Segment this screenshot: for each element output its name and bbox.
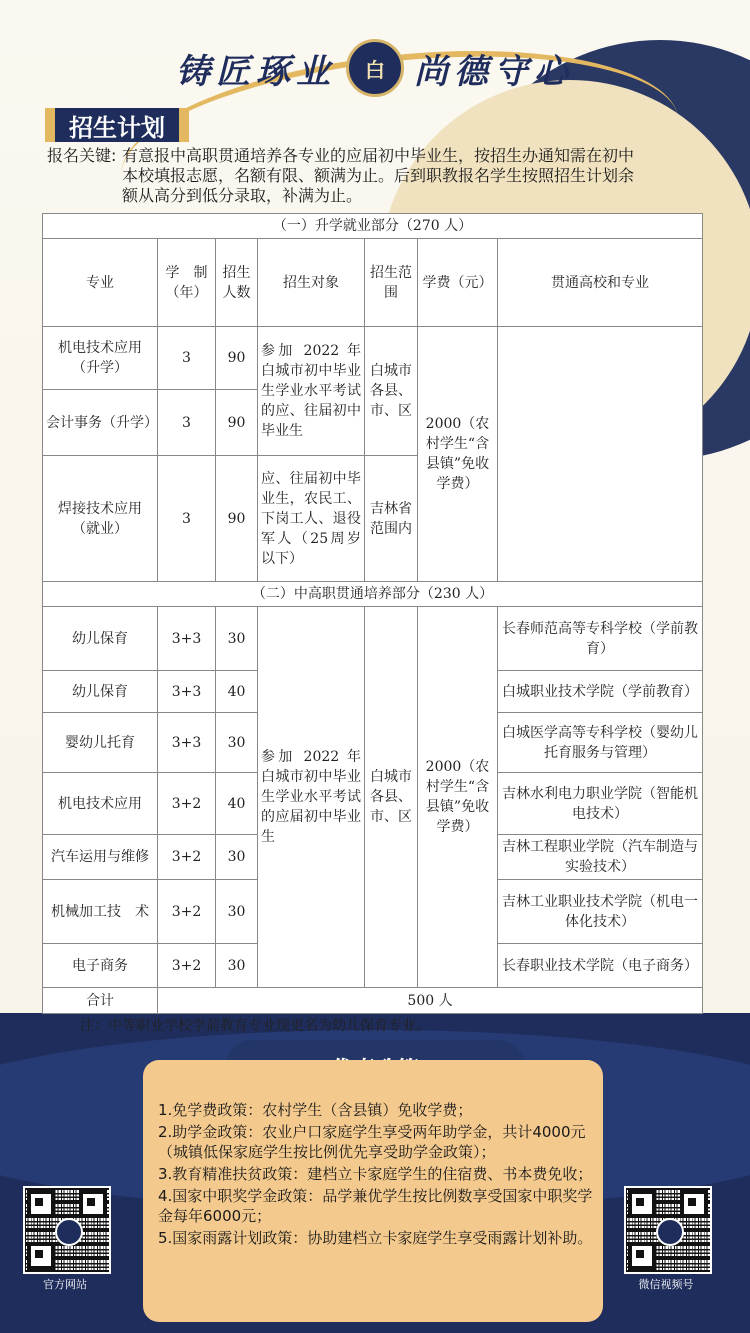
table-cell-major: 会计事务（升学） [43,390,158,456]
header-major: 专业 [43,239,158,327]
table-cell-years: 3+2 [158,944,216,988]
policy-item: 3.教育精准扶贫政策：建档立卡家庭学生的住宿费、书本费免收； [158,1165,593,1183]
intro-text: 有意报中高职贯通培养各专业的应届初中毕业生，按招生办通知需在初中本校填报志愿，名额有限、额满为止。后到职教报名学生按照招生计划余额从高分到低分录取，补满为止。 [122,146,635,205]
wechat-video-qr-label: 微信视频号 [638,1278,694,1291]
table-cell-major: 婴幼儿托育 [43,713,158,773]
qr-logo-icon [55,1218,83,1246]
table-cell-partner: 吉林工业职业技术学院（机电一体化技术） [498,880,703,944]
table-cell-major: 幼儿保育 [43,671,158,713]
part1-target-a: 参加 2022 年白城市初中毕业生学业水平考试的应、往届初中毕业生 [258,327,365,456]
part1-title: （一）升学就业部分（270 人） [43,214,703,239]
table-cell-partner: 白城医学高等专科学校（婴幼儿托育服务与管理） [498,713,703,773]
table-cell-quota: 30 [216,607,258,671]
policy-item: 5.国家雨露计划政策：协助建档立卡家庭学生享受雨露计划补助。 [158,1229,593,1247]
qr-finder-icon [27,1190,55,1218]
logo-text: 白 [365,57,385,82]
section-title: 招生计划 [45,108,189,142]
qr-finder-icon [628,1190,656,1218]
table-cell-quota: 30 [216,944,258,988]
header-scope: 招生范围 [365,239,418,327]
enrollment-table [42,213,703,1014]
table-cell-quota: 40 [216,671,258,713]
header-target: 招生对象 [258,239,365,327]
part2-fee: 2000（农村学生“含县镇”免收学费） [418,607,498,988]
table-cell-years: 3+2 [158,773,216,835]
table-cell-quota: 90 [216,327,258,390]
header-quota: 招生人数 [216,239,258,327]
table-cell-partner: 吉林水利电力职业学院（智能机电技术） [498,773,703,835]
table-cell-quota: 30 [216,713,258,773]
school-logo-icon [346,39,404,97]
table-cell-quota: 90 [216,456,258,582]
part2-scope: 白城市各县、市、区 [365,607,418,988]
qr-finder-icon [79,1190,107,1218]
table-cell-major: 焊接技术应用（就业） [43,456,158,582]
intro-label: 报名关键: [47,146,117,165]
table-cell-major: 机电技术应用（升学） [43,327,158,390]
slogan-right: 尚德守心 [414,51,574,92]
table-cell-years: 3+3 [158,671,216,713]
table-cell-years: 3 [158,327,216,390]
total-label: 合计 [43,988,158,1014]
table-cell-major: 电子商务 [43,944,158,988]
table-note: 注：中等职业学校学前教育专业现更名为幼儿保育专业。 [80,1018,430,1034]
qr-finder-icon [680,1190,708,1218]
table-cell-quota: 40 [216,773,258,835]
table-cell-quota: 30 [216,880,258,944]
header-fee: 学费（元） [418,239,498,327]
table-cell-years: 3 [158,390,216,456]
table-cell-partner: 长春师范高等专科学校（学前教育） [498,607,703,671]
table-cell-partner: 吉林工程职业学院（汽车制造与实验技术） [498,835,703,880]
intro-paragraph [47,146,647,206]
table-cell-partner: 长春职业技术学院（电子商务） [498,944,703,988]
qr-finder-icon [27,1242,55,1270]
policy-item: 1.免学费政策：农村学生（含县镇）免收学费； [158,1101,473,1119]
wechat-video-qr-code[interactable] [624,1186,712,1274]
part1-scope-b: 吉林省范围内 [365,456,418,582]
table-cell-years: 3+2 [158,880,216,944]
header [0,38,750,98]
table-cell-quota: 90 [216,390,258,456]
header-partner: 贯通高校和专业 [498,239,703,327]
table-cell-major: 汽车运用与维修 [43,835,158,880]
part1-fee: 2000（农村学生“含县镇”免收学费） [418,327,498,582]
table-cell-partner: 白城职业技术学院（学前教育） [498,671,703,713]
policy-item: 2.助学金政策：农业户口家庭学生享受两年助学金，共计4000元（城镇低保家庭学生按比例优先享受助学金政策）； [158,1123,586,1161]
qr-finder-icon [628,1242,656,1270]
table-cell-years: 3+3 [158,607,216,671]
part2-title: （二）中高职贯通培养部分（230 人） [43,582,703,607]
table-cell-major: 机械加工技 术 [43,880,158,944]
part1-target-b: 应、往届初中毕业生，农民工、下岗工人、退役军人（25周岁以下） [258,456,365,582]
policy-item: 4.国家中职奖学金政策：品学兼优学生按比例数享受国家中职奖学金每年6000元； [158,1187,593,1225]
website-qr-code[interactable] [23,1186,111,1274]
table-cell-years: 3+3 [158,713,216,773]
header-years: 学 制（年） [158,239,216,327]
policy-list [158,1100,598,1250]
table-cell-major: 幼儿保育 [43,607,158,671]
table-cell-major: 机电技术应用 [43,773,158,835]
slogan-left: 铸匠琢业 [176,51,336,92]
part2-target: 参加 2022 年白城市初中毕业生学业水平考试的应届初中毕业生 [258,607,365,988]
part1-partner-empty [498,327,703,582]
website-qr-label: 官方网站 [43,1278,87,1291]
total-value: 500 人 [158,988,703,1014]
enrollment-table-container [42,213,702,1013]
table-cell-quota: 30 [216,835,258,880]
qr-logo-icon [656,1218,684,1246]
table-cell-years: 3+2 [158,835,216,880]
part1-scope-a: 白城市各县、市、区 [365,327,418,456]
table-cell-years: 3 [158,456,216,582]
